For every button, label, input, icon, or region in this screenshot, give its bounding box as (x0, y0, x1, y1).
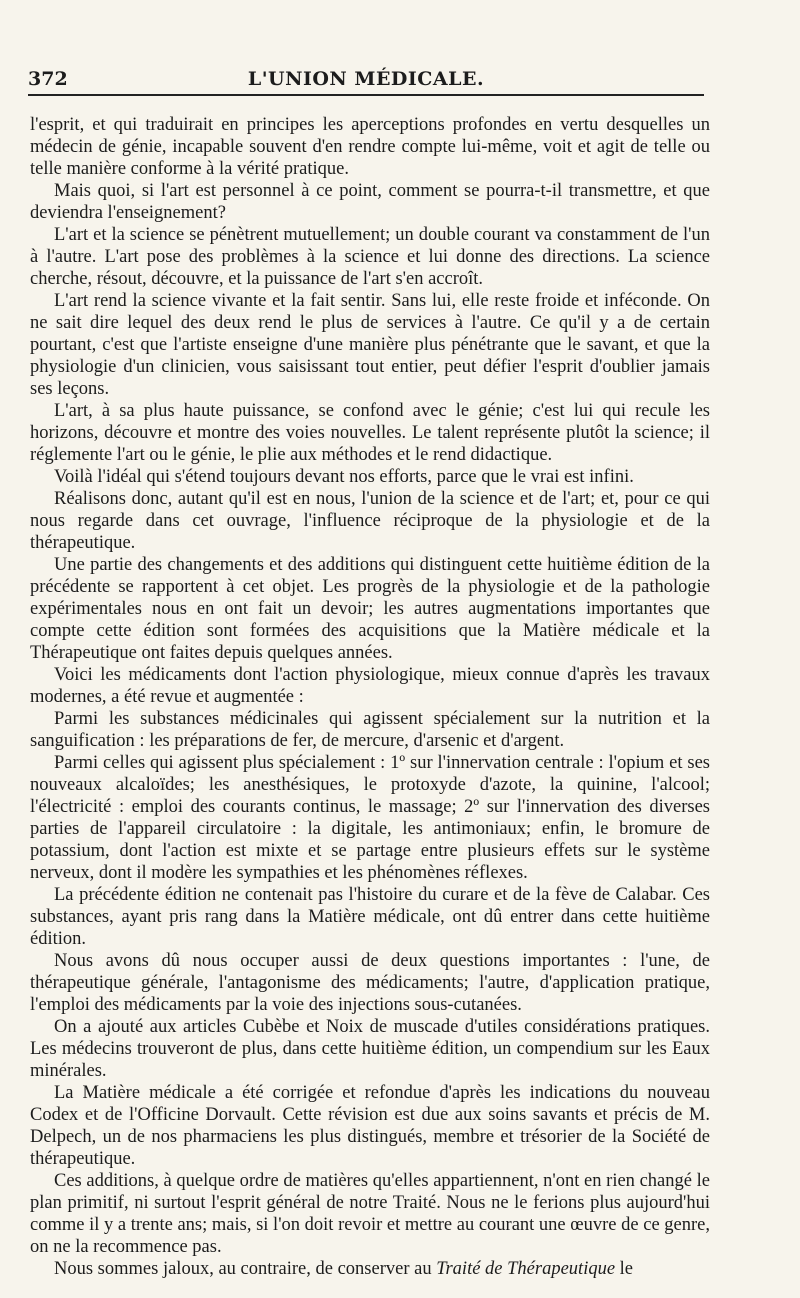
paragraph: L'art et la science se pénètrent mutuellement; un double courant va constamment de l'un à l'autre. L'art pose des problèmes à la science et lui donne des directions. La science cherche, résout, découvre, et la puissance de l'art s'en accroît. (30, 225, 710, 289)
paragraph: Parmi celles qui agissent plus spécialement : 1º sur l'innervation centrale : l'opium et ses nouveaux alcaloïdes; les anesthésiques, le protoxyde d'azote, la quinine, l'alcool; l'électricité : emploi des courants continus, le massage; 2º sur l'innervation des diverses parties de l'appareil circulatoire : la digitale, les antimoniaux; enfin, le bromure de potassium, dont l'action est mixte et se partage entre plusieurs effets sur le système nerveux, dont il modère les sympathies et les phénomènes réflexes. (30, 753, 710, 883)
paragraph: Mais quoi, si l'art est personnel à ce point, comment se pourra-t-il transmettre, et que deviendra l'enseignement? (30, 181, 710, 223)
paragraph: L'art rend la science vivante et la fait sentir. Sans lui, elle reste froide et inféconde. On ne sait dire lequel des deux rend le plus de services à l'autre. Ce qu'il y a de certain pourtant, c'est que l'artiste enseigne d'une manière plus pénétrante que le savant, et que la physiologie d'un clinicien, vous saisissant tout entier, peut défier l'esprit d'oublier jamais ses leçons. (30, 291, 710, 399)
book-title: Traité de Thérapeutique (436, 1259, 616, 1279)
paragraph: Voilà l'idéal qui s'étend toujours devant nos efforts, parce que le vrai est infini. (54, 467, 634, 487)
running-title: L'UNION MÉDICALE. (247, 68, 485, 90)
body-text (30, 114, 710, 1280)
paragraph: l'esprit, et qui traduirait en principes les aperceptions profondes en vertu desquelles un médecin de génie, incapable souvent d'en rendre compte lui-même, voit et agit de telle ou telle manière conforme à la vérité pratique. (30, 115, 710, 179)
last-line-end: le (615, 1259, 634, 1279)
paragraph: Ces additions, à quelque ordre de matières qu'elles appartiennent, n'ont en rien changé le plan primitif, ni surtout l'esprit général de notre Traité. Nous ne le ferions plus aujourd'hui comme il y a trente ans; mais, si l'on doit revoir et mettre au courant une œuvre de ce genre, on ne la recommence pas. (30, 1171, 710, 1257)
paragraph: Une partie des changements et des additions qui distinguent cette huitième édition de la précédente se rapportent à cet objet. Les progrès de la physiologie et de la pathologie expérimentales nous en ont fait un devoir; les autres augmentations importantes que compte cette édition sont formées des acquisitions que la Matière médicale et la Thérapeutique ont faites depuis quelques années. (30, 555, 710, 663)
paragraph: La précédente édition ne contenait pas l'histoire du curare et de la fève de Calabar. Ces substances, ayant pris rang dans la Matière médicale, ont dû entrer dans cette huitième édition. (30, 885, 710, 949)
paragraph: La Matière médicale a été corrigée et refondue d'après les indications du nouveau Codex et de l'Officine Dorvault. Cette révision est due aux soins savants et précis de M. Delpech, un de nos pharmaciens les plus distingués, membre et trésorier de la Société de thérapeutique. (30, 1083, 710, 1169)
last-line-start: Nous sommes jaloux, au contraire, de conserver au (54, 1259, 437, 1279)
paragraph: Réalisons donc, autant qu'il est en nous, l'union de la science et de l'art; et, pour ce qui nous regarde dans cet ouvrage, l'influence réciproque de la physiologie et de la thérapeutique. (30, 489, 710, 553)
paragraph: Parmi les substances médicinales qui agissent spécialement sur la nutrition et la sanguification : les préparations de fer, de mercure, d'arsenic et d'argent. (30, 709, 710, 751)
paragraph: On a ajouté aux articles Cubèbe et Noix de muscade d'utiles considérations pratiques. Les médecins trouveront de plus, dans cette huitième édition, un compendium sur les Eaux minérales. (30, 1017, 710, 1081)
paragraph: Voici les médicaments dont l'action physiologique, mieux connue d'après les travaux modernes, a été revue et augmentée : (30, 665, 710, 707)
page-header (28, 64, 704, 96)
paragraph: Nous avons dû nous occuper aussi de deux questions importantes : l'une, de thérapeutique générale, l'antagonisme des médicaments; l'autre, d'application pratique, l'emploi des médicaments par la voie des injections sous-cutanées. (30, 951, 710, 1015)
page-number: 372 (28, 68, 68, 90)
paragraph: L'art, à sa plus haute puissance, se confond avec le génie; c'est lui qui recule les horizons, découvre et montre des voies nouvelles. Le talent représente plutôt la science; il réglemente l'art ou le génie, le plie aux méthodes et le rend didactique. (30, 401, 710, 465)
paragraph-last (30, 1258, 710, 1280)
